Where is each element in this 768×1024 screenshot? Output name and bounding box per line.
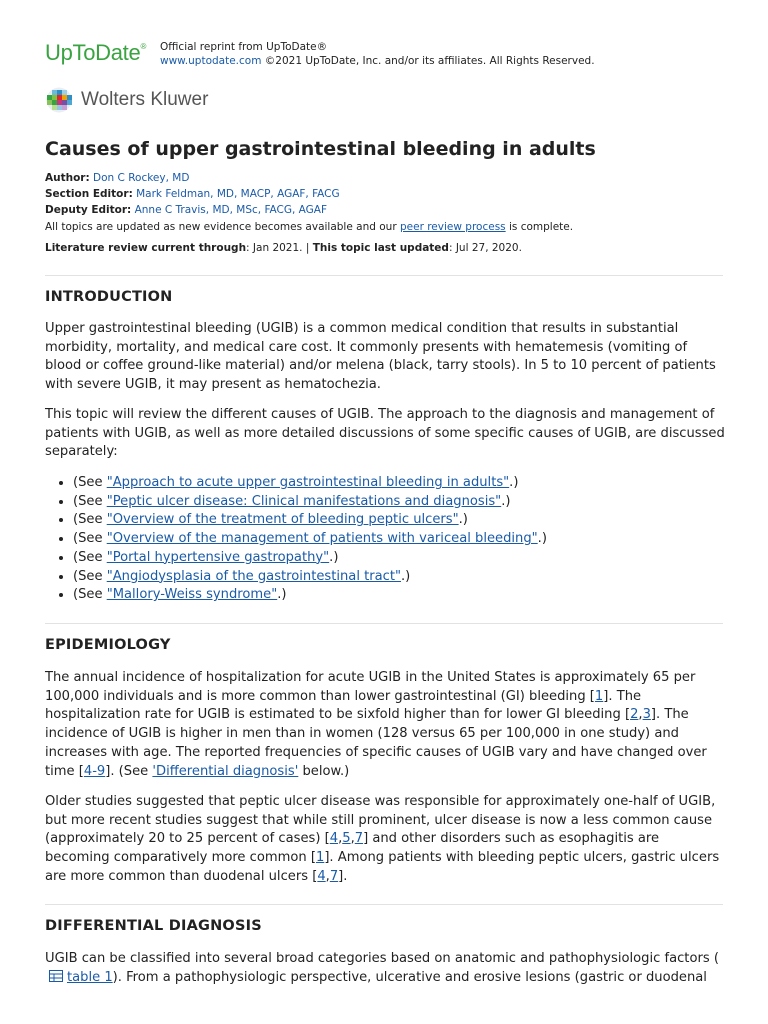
author-link[interactable]: Don C Rockey, MD [93,172,190,184]
reference-link[interactable]: 1 [594,688,604,704]
see-link-portal[interactable]: "Portal hypertensive gastropathy" [106,549,330,565]
publisher-name: Wolters Kluwer [81,89,209,110]
peer-review-link[interactable]: peer review process [399,221,506,233]
reference-link[interactable]: 1 [315,850,325,866]
see-link-mallory-weiss[interactable]: "Mallory-Weiss syndrome" [106,587,278,603]
epidemiology-heading: EPIDEMIOLOGY [45,637,171,653]
introduction-paragraph-1: Upper gastrointestinal bleeding (UGIB) is a common medical condition that results in substantial morbidity, mortality, and medical care cost. It commonly presents with hematemesis (vomiting of blood or coffee ground-like material) and/or melena (black, tarry stools). In 5 to 10 percent of patients with severe UGIB, it may present as hematochezia. [45,321,716,393]
list-item: • (See "Peptic ulcer disease: Clinical manifestations and diagnosis".) [73,493,547,512]
copyright-text: ©2021 UpToDate, Inc. and/or its affiliates. All Rights Reserved. [264,55,595,67]
uptodate-logo: UpToDate® [45,40,147,65]
table-1-link[interactable]: table 1 [67,969,113,985]
introduction-paragraph-2: This topic will review the different causes of UGIB. The approach to the diagnosis and management of patients with UGIB, as well as more detailed discussions of some specific causes of UGIB, are discussed separately: [45,407,725,460]
divider [45,623,723,624]
reference-link[interactable]: 4 [317,868,326,884]
article-credits [45,170,340,218]
list-item: • (See "Overview of the treatment of bleeding peptic ulcers".) [73,511,547,530]
reference-link[interactable]: 7 [354,831,364,847]
reference-link[interactable]: 7 [329,868,339,884]
article-title: Causes of upper gastrointestinal bleeding in adults [45,138,596,160]
reference-link[interactable]: 4-9 [83,763,106,779]
review-dates: Literature review current through: Jan 2021. | This topic last updated: Jul 27, 2020. [45,242,522,254]
epidemiology-paragraph-1: The annual incidence of hospitalization for acute UGIB in the United States is approximately 65 per 100,000 individuals and is more common than lower gastrointestinal (GI) bleeding [1]. The hospitalization rate for UGIB is estimated to be sixfold higher than for lower GI bleeding [2,3]. The incidence of UGIB is higher in men than in women (128 versus 65 per 100,000 in one study) and increases with age. The reported frequencies of specific causes of UGIB vary and have changed over time [4-9]. (See 'Differential diagnosis' below.) [45,670,707,779]
list-item: • (See "Approach to acute upper gastrointestinal bleeding in adults".) [73,474,547,493]
reprint-line: Official reprint from UpToDate® [160,41,328,53]
list-item: • (See "Mallory-Weiss syndrome".) [73,586,547,605]
divider [45,275,723,276]
section-editor-row: Section Editor: Mark Feldman, MD, MACP, AGAF, FACG [45,188,340,200]
deputy-editor-link[interactable]: Anne C Travis, MD, MSc, FACG, AGAF [134,204,328,216]
deputy-editor-row: Deputy Editor: Anne C Travis, MD, MSc, FACG, AGAF [45,204,328,216]
list-item: • (See "Portal hypertensive gastropathy".) [73,549,547,568]
table-icon [49,970,63,982]
see-also-list [45,474,547,605]
see-link-angiodysplasia[interactable]: "Angiodysplasia of the gastrointestinal tract" [106,568,402,584]
uptodate-url-link[interactable]: www.uptodate.com [160,55,262,67]
differential-diagnosis-heading: DIFFERENTIAL DIAGNOSIS [45,918,262,934]
see-link-peptic-ulcer[interactable]: "Peptic ulcer disease: Clinical manifestations and diagnosis" [106,493,502,509]
differential-paragraph-1: UGIB can be classified into several broad categories based on anatomic and pathophysiologic factors (table 1). From a pathophysiologic perspective, ulcerative and erosive lesions (gastric or duodenal [45,951,719,985]
introduction-heading: INTRODUCTION [45,289,173,305]
divider [45,904,723,905]
list-item: • (See "Angiodysplasia of the gastrointestinal tract".) [73,568,547,587]
see-link-treatment[interactable]: "Overview of the treatment of bleeding peptic ulcers" [106,512,459,528]
differential-diagnosis-link[interactable]: 'Differential diagnosis' [152,763,299,779]
list-item: • (See "Overview of the management of patients with variceal bleeding".) [73,530,547,549]
section-editor-link[interactable]: Mark Feldman, MD, MACP, AGAF, FACG [136,188,340,200]
epidemiology-paragraph-2: Older studies suggested that peptic ulcer disease was responsible for approximately one-half of UGIB, but more recent studies suggest that while still prominent, ulcer disease is now a less common cause (approximately 20 to 25 percent of cases) [4,5,7] and other disorders such as esophagitis are becoming comparatively more common [1]. Among patients with bleeding peptic ulcers, gastric ulcers are more common than duodenal ulcers [4,7]. [45,794,720,884]
reference-link[interactable]: 5 [342,831,351,847]
reference-link[interactable]: 2 [630,707,639,723]
see-link-variceal[interactable]: "Overview of the management of patients with variceal bleeding" [106,531,538,547]
see-link-approach[interactable]: "Approach to acute upper gastrointestinal bleeding in adults" [106,475,510,490]
reprint-header [45,38,725,78]
author-row: Author: Don C Rockey, MD [45,172,190,184]
update-note: All topics are updated as new evidence becomes available and our peer review process is complete. [45,221,574,233]
reprint-notice [160,40,595,68]
reference-link[interactable]: 3 [642,707,651,723]
reference-link[interactable]: 4 [329,831,339,847]
wolters-kluwer-logo-icon [45,87,73,113]
